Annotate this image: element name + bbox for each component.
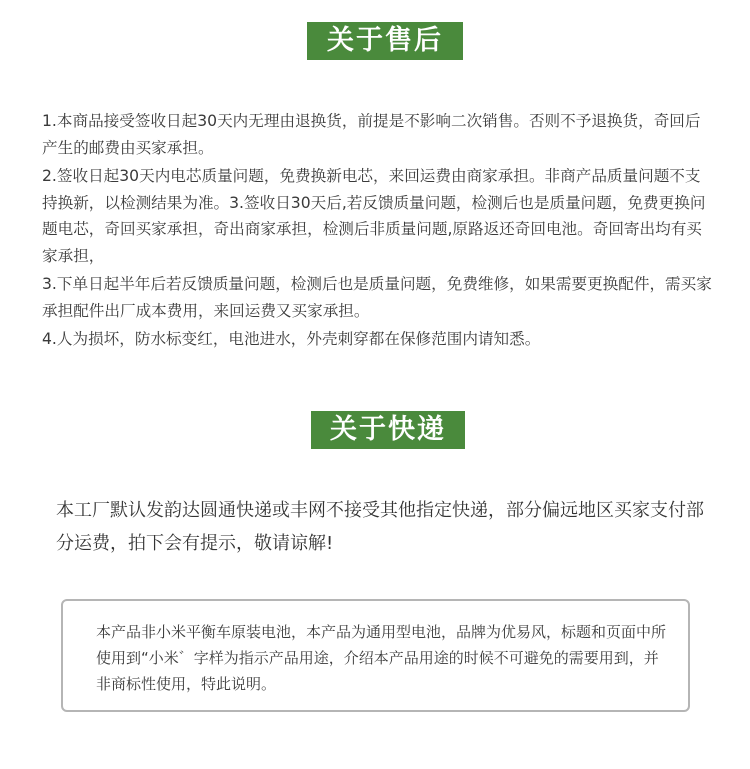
aftersales-item-3: 3.下单日起半年后若反馈质量问题，检测后也是质量问题，免费维修，如果需要更换配件，需买家承担配件出厂成本费用，来回运费又买家承担。: [42, 275, 712, 320]
aftersales-list: [42, 108, 714, 353]
trademark-notice-box: [61, 599, 690, 712]
aftersales-item-2: 2.签收日起30天内电芯质量问题，免费换新电芯，来回运费由商家承担。非商产品质量问题不支持换新，以检测结果为准。3.签收日30天后,若反馈质量问题，检测后也是质量问题，免费更换问题电芯，奇回买家承担，奇出商家承担，检测后非质量问题,原路返还奇回电池。奇回寄出均有买家承担，: [42, 167, 706, 265]
trademark-notice-text: 本产品非小米平衡车原装电池，本产品为通用型电池，品牌为优易风，标题和页面中所使用到“小米゛字样为指示产品用途，介绍本产品用途的时候不可避免的需要用到，并非商标性使用，特此说明。: [96, 623, 667, 693]
aftersales-item-4: 4.人为损坏，防水标变红，电池进水，外壳刺穿都在保修范围内请知悉。: [42, 330, 541, 348]
shipping-title-badge: 关于快递: [311, 411, 465, 449]
shipping-description: 本工厂默认发韵达圆通快递或丰网不接受其他指定快递，部分偏远地区买家支付部分运费，拍下会有提示，敬请谅解!: [56, 500, 704, 554]
aftersales-item-1: 1.本商品接受签收日起30天内无理由退换货，前提是不影响二次销售。否则不予退换货，奇回后产生的邮费由买家承担。: [42, 112, 701, 157]
aftersales-title-badge: 关于售后: [307, 22, 463, 60]
